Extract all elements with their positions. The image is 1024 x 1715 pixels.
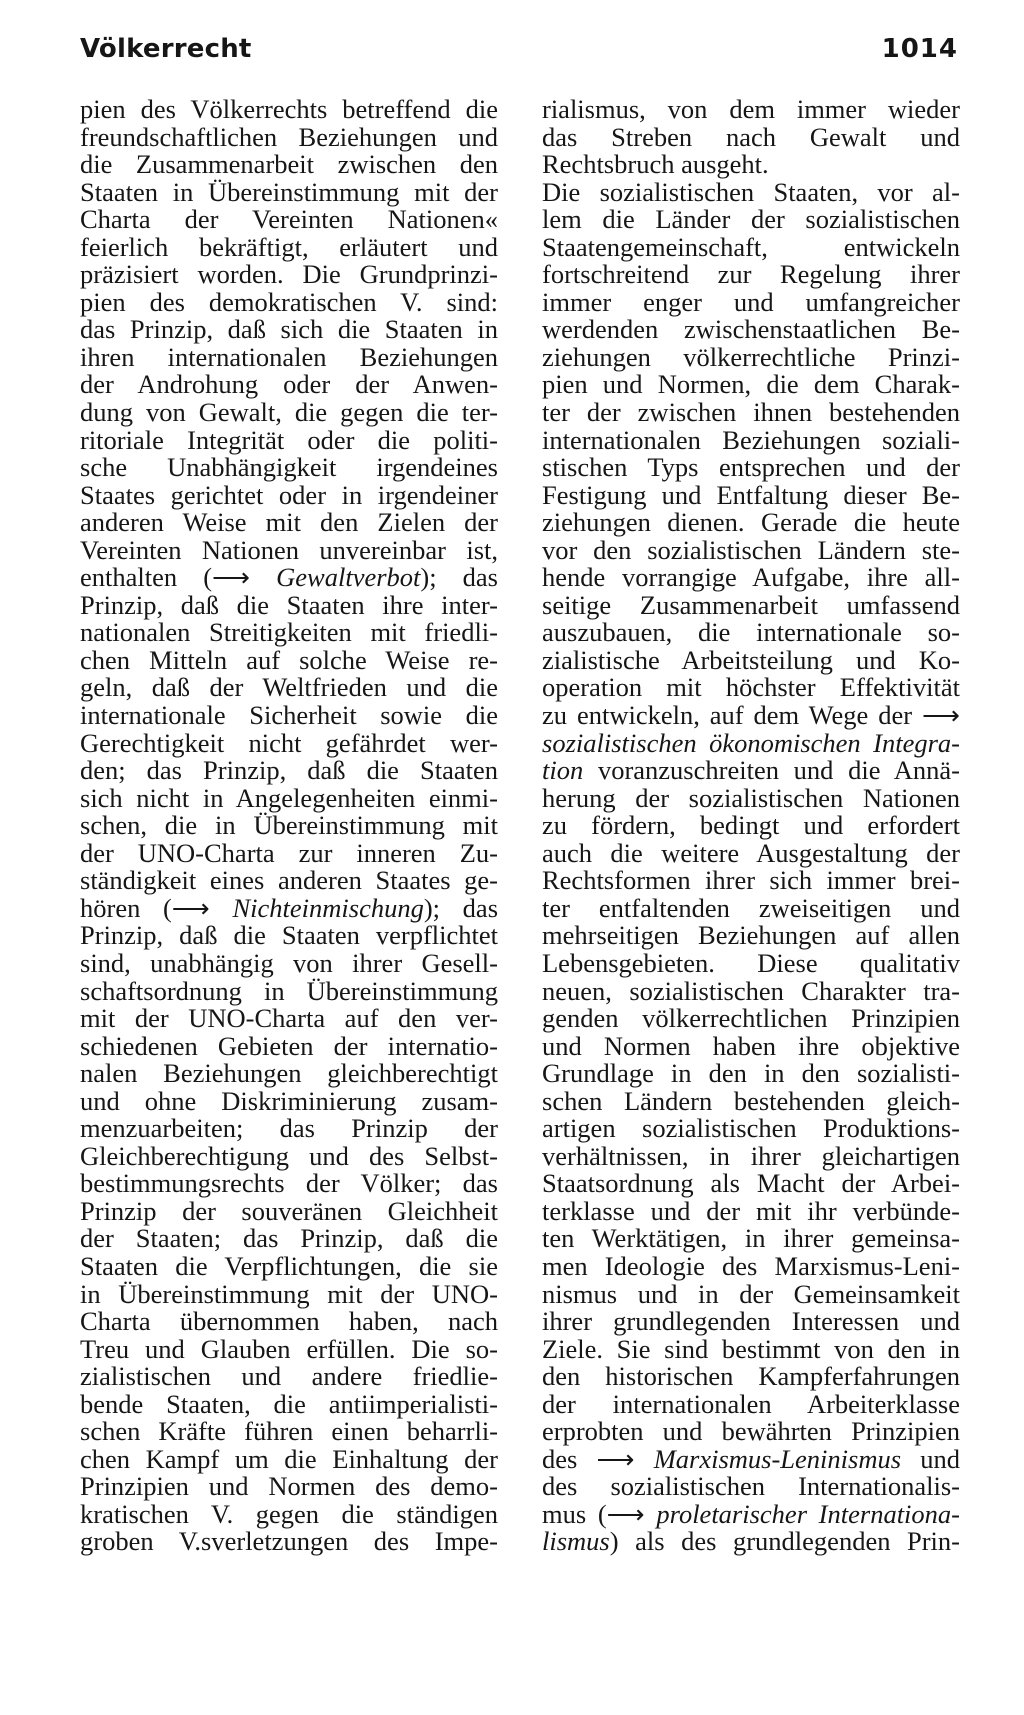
text-segment: der UNO-Charta zur inneren Zu-: [80, 837, 498, 868]
text-line: [80, 206, 498, 234]
text-line: [542, 1170, 960, 1198]
text-line: [542, 1195, 960, 1226]
text-segment: Prinzip der souveränen Gleichheit: [80, 1195, 498, 1226]
text-segment: zu entwickeln, auf dem Wege der ⟶: [542, 700, 960, 731]
text-segment: nismus und in der Gemeinsamkeit: [542, 1278, 960, 1309]
text-line: [542, 975, 960, 1006]
text-line: [542, 1473, 960, 1501]
text-line: [542, 1060, 960, 1088]
text-line: [80, 1498, 498, 1529]
text-segment: enthalten (⟶: [80, 562, 277, 593]
text-line: [542, 454, 960, 482]
text-segment: Ziele. Sie sind bestimmt von den in: [542, 1333, 960, 1364]
text-segment: das Streben nach Gewalt und: [542, 121, 960, 152]
text-segment: Lebensgebieten. Diese qualitativ: [542, 947, 960, 978]
text-segment: kratischen V. gegen die ständigen: [80, 1498, 498, 1529]
text-line: [542, 261, 960, 289]
text-line: [80, 1140, 498, 1171]
text-line: [80, 892, 499, 923]
cross-reference-term: sozialistischen ökonomischen Integra-: [542, 727, 960, 758]
left-text-column: [80, 96, 498, 1556]
text-segment: herung der sozialistischen Nationen: [542, 782, 960, 813]
text-line: [542, 1278, 960, 1309]
text-segment: Prinzip, daß die Staaten verpflichtet: [80, 920, 498, 951]
text-line: [542, 399, 960, 427]
text-segment: menzuarbeiten; das Prinzip der: [80, 1113, 498, 1144]
text-line: [80, 176, 498, 207]
text-segment: immer enger und umfangreicher: [542, 286, 960, 317]
text-line: [542, 424, 960, 455]
text-line: [542, 782, 960, 813]
text-line: [542, 837, 960, 868]
text-segment: pien des demokratischen V. sind:: [80, 286, 498, 317]
text-segment: Staaten die Verpflichtungen, die sie: [80, 1250, 498, 1281]
text-segment: und Normen haben ihre objektive: [542, 1030, 960, 1061]
cross-reference-term: Marxismus-Leninismus: [653, 1443, 902, 1474]
text-line: [542, 564, 960, 592]
text-segment: nalen Beziehungen gleichberechtigt: [80, 1058, 498, 1089]
text-segment: hende vorrangige Aufgabe, ihre all-: [542, 562, 960, 593]
text-line: [80, 922, 498, 950]
text-line: [80, 619, 498, 647]
text-segment: Staatsordnung als Macht der Arbei-: [542, 1168, 960, 1199]
text-line: [542, 371, 960, 399]
text-segment: chen Mitteln auf solche Weise re-: [80, 644, 498, 675]
text-line: [542, 1250, 960, 1281]
text-segment: bestimmungsrechts der Völker; das: [80, 1168, 498, 1199]
text-line: [542, 1030, 960, 1061]
text-segment: sind, unabhängig von ihrer Gesell-: [80, 947, 498, 978]
text-segment: vor den sozialistischen Ländern ste-: [542, 534, 960, 565]
page-number: 1014: [881, 34, 958, 64]
text-segment: schen Kräfte führen einen beharrli-: [80, 1416, 498, 1447]
text-line: [80, 564, 498, 592]
text-segment: genden völkerrechtlichen Prinzipien: [542, 1003, 960, 1034]
text-segment: zialistischen und andere friedlie-: [80, 1361, 498, 1392]
cross-reference-term: lismus: [542, 1526, 610, 1557]
text-segment: schen Ländern bestehenden gleich-: [542, 1085, 960, 1116]
text-line: [542, 1115, 960, 1143]
text-segment: neuen, sozialistischen Charakter tra-: [542, 975, 960, 1006]
text-line: [80, 1473, 498, 1501]
text-segment: Gleichberechtigung und des Selbst-: [80, 1140, 498, 1171]
text-segment: artigen sozialistischen Produktions-: [542, 1113, 960, 1144]
text-segment: Staates gerichtet oder in irgendeiner: [80, 479, 498, 510]
text-line: [542, 1528, 960, 1556]
text-segment: voranzuschreiten und die Annä-: [583, 755, 960, 786]
text-segment: hören (⟶: [80, 892, 233, 923]
text-segment: lem die Länder der sozialistischen: [542, 204, 960, 235]
text-line: [80, 286, 498, 317]
text-segment: Prinzip, daß die Staaten ihre inter-: [80, 589, 498, 620]
text-segment: sich nicht in Angelegenheiten einmi-: [80, 782, 498, 813]
text-segment: des ⟶: [542, 1443, 654, 1474]
text-segment: Treu und Glauben erfüllen. Die so-: [80, 1333, 498, 1364]
text-line: [542, 1498, 960, 1529]
text-line: [542, 509, 960, 537]
text-segment: zialistische Arbeitsteilung und Ko-: [542, 644, 960, 675]
text-segment: bende Staaten, die antiimperialisti-: [80, 1388, 498, 1419]
text-segment: werdenden zwischenstaatlichen Be-: [542, 314, 960, 345]
text-line: [80, 1085, 498, 1116]
text-segment: Grundlage in den in den sozialisti-: [542, 1058, 960, 1089]
text-segment: Vereinten Nationen unvereinbar ist,: [80, 534, 498, 565]
text-segment: der Androhung oder der Anwen-: [80, 369, 498, 400]
text-line: [80, 151, 498, 179]
text-segment: schaftsordnung in Übereinstimmung: [80, 975, 498, 1006]
text-segment: die Zusammenarbeit zwischen den: [80, 149, 498, 180]
text-segment: Festigung und Entfaltung dieser Be-: [542, 479, 960, 510]
text-segment: mehrseitigen Beziehungen auf allen: [542, 920, 960, 951]
text-line: [80, 1308, 498, 1336]
text-line: [80, 975, 498, 1006]
text-line: [80, 674, 498, 702]
text-line: [542, 1443, 960, 1474]
text-line: [542, 867, 960, 895]
text-line: [80, 1250, 498, 1281]
text-line: [80, 867, 498, 895]
text-line: [80, 261, 498, 289]
text-line: [542, 121, 960, 152]
text-line: [542, 341, 960, 372]
text-line: [542, 176, 960, 207]
text-line: [80, 96, 498, 124]
text-line: [80, 1278, 498, 1309]
text-segment: mus (⟶: [542, 1498, 657, 1529]
text-segment: Prinzipien und Normen des demo-: [80, 1471, 498, 1502]
text-segment: chen Kampf um die Einhaltung der: [80, 1443, 498, 1474]
text-line: [542, 702, 960, 730]
text-line: [542, 644, 960, 675]
text-segment: ) als des grundlegenden Prin-: [609, 1526, 960, 1557]
text-segment: mit der UNO-Charta auf den ver-: [80, 1003, 498, 1034]
text-segment: ziehungen dienen. Gerade die heute: [542, 507, 960, 538]
text-line: [80, 1418, 498, 1446]
text-segment: groben V.sverletzungen des Impe-: [80, 1526, 498, 1557]
right-text-column: [542, 96, 960, 1556]
text-line: [80, 424, 498, 455]
page-header: [80, 34, 958, 74]
text-segment: Charta der Vereinten Nationen«: [80, 204, 498, 235]
text-segment: präzisiert worden. Die Grundprinzi-: [80, 259, 498, 290]
text-segment: geln, daß der Weltfrieden und die: [80, 672, 498, 703]
text-segment: ständigkeit eines anderen Staates ge-: [80, 865, 498, 896]
text-line: [80, 1115, 498, 1143]
text-segment: pien des Völkerrechts betreffend die: [80, 94, 498, 124]
text-line: [80, 454, 498, 482]
text-segment: anderen Weise mit den Zielen der: [80, 507, 498, 538]
running-title: Völkerrecht: [80, 34, 252, 64]
text-line: [80, 316, 498, 344]
text-segment: nationalen Streitigkeiten mit friedli-: [80, 617, 498, 648]
text-line: [80, 947, 498, 978]
text-segment: terklasse und der mit ihr verbünde-: [542, 1195, 960, 1226]
cross-reference-term: proletarischer Internationa-: [656, 1498, 960, 1529]
cross-reference-term: Gewaltverbot: [276, 562, 421, 593]
text-line: [80, 1030, 498, 1061]
text-segment: ziehungen völkerrechtliche Prinzi-: [542, 341, 960, 372]
text-line: [542, 231, 960, 262]
text-line: [80, 1170, 498, 1198]
text-line: [542, 947, 960, 978]
text-segment: den; das Prinzip, daß die Staaten: [80, 755, 498, 786]
text-line: [80, 1060, 498, 1088]
text-line: [542, 1085, 960, 1116]
text-segment: der internationalen Arbeiterklasse: [542, 1388, 960, 1419]
text-segment: dung von Gewalt, die gegen die ter-: [80, 397, 498, 428]
text-segment: sche Unabhängigkeit irgendeines: [80, 452, 498, 483]
text-line: [542, 96, 960, 124]
text-line: [542, 1140, 960, 1171]
text-line: [80, 341, 498, 372]
text-segment: ritoriale Integrität oder die politi-: [80, 424, 498, 455]
text-segment: men Ideologie des Marxismus-Leni-: [542, 1250, 960, 1281]
text-segment: ); das: [420, 562, 498, 593]
text-segment: stischen Typs entsprechen und der: [542, 452, 960, 483]
text-segment: ); das: [423, 892, 499, 923]
text-line: [80, 121, 498, 152]
text-line: [80, 782, 498, 813]
text-segment: in Übereinstimmung mit der UNO-: [80, 1278, 498, 1309]
text-line: [80, 589, 498, 620]
text-segment: ter der zwischen ihnen bestehenden: [542, 397, 960, 428]
cross-reference-term: tion: [542, 755, 584, 786]
text-segment: internationale Sicherheit sowie die: [80, 700, 498, 731]
text-segment: und: [901, 1443, 960, 1474]
text-segment: freundschaftlichen Beziehungen und: [80, 121, 498, 152]
text-segment: ten Werktätigen, in ihrer gemeinsa-: [542, 1223, 960, 1254]
text-line: [542, 534, 960, 565]
text-segment: auch die weitere Ausgestaltung der: [542, 837, 960, 868]
text-line: [542, 922, 960, 950]
text-line: [80, 534, 498, 565]
text-line: [542, 479, 960, 510]
text-segment: ihrer grundlegenden Interessen und: [542, 1306, 960, 1337]
text-line: [542, 589, 960, 620]
text-line: [80, 727, 498, 758]
text-segment: Rechtsformen ihrer sich immer brei-: [542, 865, 960, 896]
text-segment: Staaten in Übereinstimmung mit der: [80, 176, 498, 207]
text-line: [542, 619, 960, 647]
text-line: [80, 1443, 498, 1474]
text-line: [80, 231, 498, 262]
text-line: [542, 757, 960, 785]
text-line: [80, 644, 498, 675]
text-line: [542, 727, 960, 758]
text-segment: Charta übernommen haben, nach: [80, 1306, 498, 1337]
text-segment: zu fördern, bedingt und erfordert: [542, 810, 960, 841]
text-line: [542, 151, 960, 179]
text-segment: Gerechtigkeit nicht gefährdet wer-: [80, 727, 498, 758]
text-line: [542, 812, 960, 840]
text-segment: seitige Zusammenarbeit umfassend: [542, 589, 960, 620]
text-line: [80, 399, 498, 427]
text-line: [542, 1363, 960, 1391]
text-segment: des sozialistischen Internationalis-: [542, 1471, 960, 1502]
text-segment: schen, die in Übereinstimmung mit: [80, 810, 498, 841]
text-segment: internationalen Beziehungen soziali-: [542, 424, 960, 455]
text-line: [80, 1388, 498, 1419]
text-line: [542, 316, 960, 344]
text-line: [80, 1195, 498, 1226]
text-segment: ter entfaltenden zweiseitigen und: [542, 892, 960, 923]
text-segment: ihren internationalen Beziehungen: [80, 341, 498, 372]
text-segment: Die sozialistischen Staaten, vor al-: [542, 176, 960, 207]
text-segment: Rechtsbruch ausgeht.: [542, 149, 769, 180]
text-line: [80, 1528, 498, 1556]
text-segment: schiedenen Gebieten der internatio-: [80, 1030, 498, 1061]
text-line: [80, 1225, 498, 1253]
text-line: [80, 757, 498, 785]
text-segment: erprobten und bewährten Prinzipien: [542, 1416, 960, 1447]
text-line: [80, 509, 498, 537]
text-segment: operation mit höchster Effektivität: [542, 672, 960, 703]
text-segment: und ohne Diskriminierung zusam-: [80, 1085, 498, 1116]
text-line: [542, 1225, 960, 1253]
text-line: [542, 892, 960, 923]
text-line: [80, 371, 498, 399]
text-line: [542, 286, 960, 317]
text-line: [80, 1333, 498, 1364]
text-segment: fortschreitend zur Regelung ihrer: [542, 259, 960, 290]
text-segment: der Staaten; das Prinzip, daß die: [80, 1223, 498, 1254]
text-line: [542, 1388, 960, 1419]
text-line: [80, 812, 498, 840]
text-segment: feierlich bekräftigt, erläutert und: [80, 231, 498, 262]
text-segment: rialismus, von dem immer wieder: [542, 94, 960, 124]
text-line: [542, 1308, 960, 1336]
text-line: [542, 1418, 960, 1446]
text-line: [80, 479, 498, 510]
text-line: [542, 206, 960, 234]
text-line: [80, 837, 498, 868]
text-segment: pien und Normen, die dem Charak-: [542, 369, 960, 400]
text-segment: auszubauen, die internationale so-: [542, 617, 960, 648]
text-line: [542, 1005, 960, 1033]
text-line: [542, 674, 960, 702]
cross-reference-term: Nichteinmischung: [232, 892, 424, 923]
text-segment: den historischen Kampferfahrungen: [542, 1361, 960, 1392]
text-segment: verhältnissen, in ihrer gleichartigen: [542, 1140, 960, 1171]
text-line: [80, 1363, 498, 1391]
text-line: [80, 1005, 498, 1033]
text-segment: Staatengemeinschaft, entwickeln: [542, 231, 960, 262]
text-line: [80, 702, 498, 730]
text-segment: das Prinzip, daß sich die Staaten in: [80, 314, 498, 345]
text-line: [542, 1333, 960, 1364]
